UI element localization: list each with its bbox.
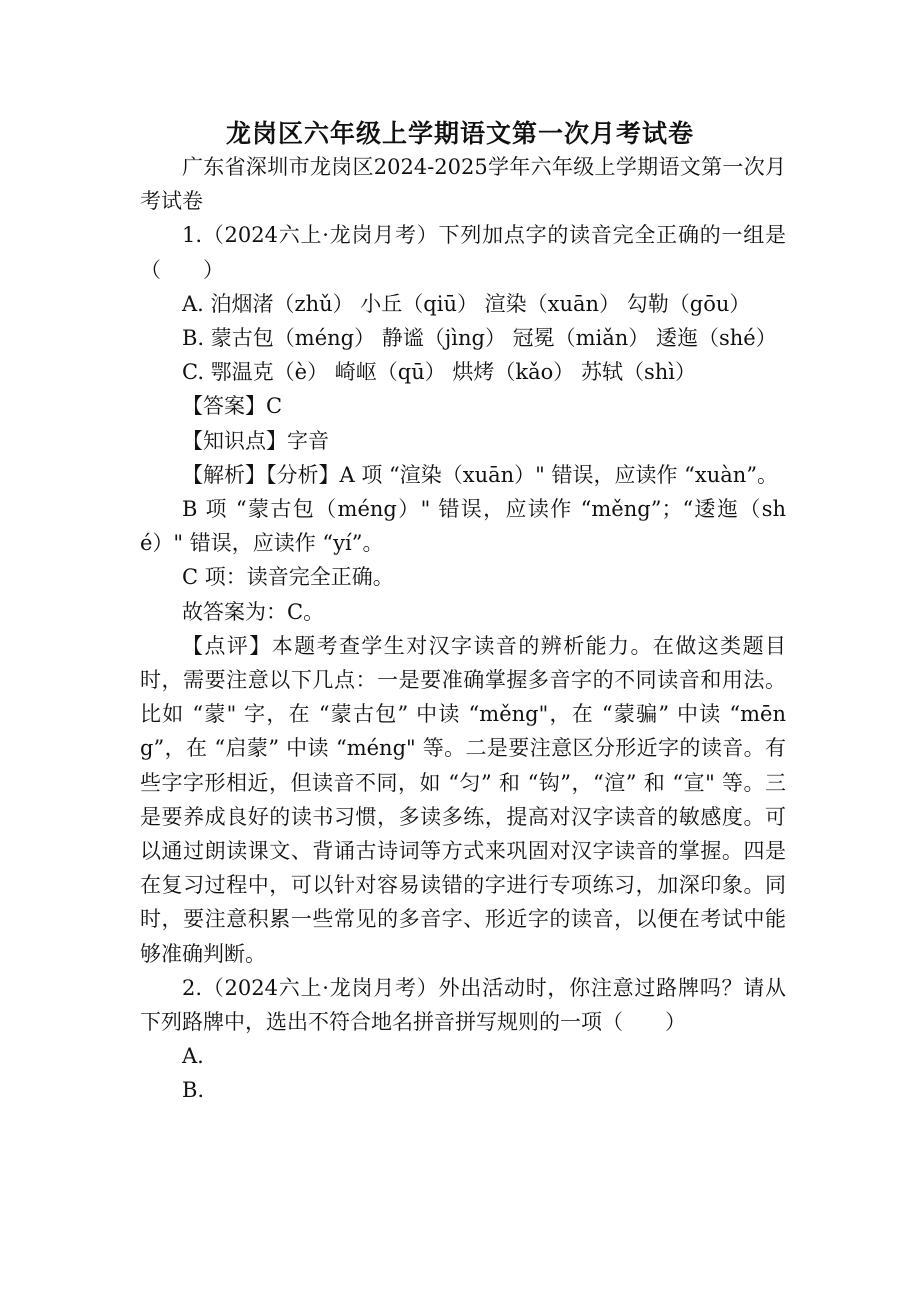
question-1-answer: 【答案】C — [182, 394, 283, 419]
question-1-conclusion: 故答案为：C。 — [182, 599, 325, 624]
question-1-option-a: A. 泊烟渚（zhǔ） 小丘（qiū） 渲染（xuān） 勾勒（gōu） — [182, 291, 751, 316]
question-2-option-a: A. — [182, 1044, 204, 1069]
question-1-comment: 【点评】本题考查学生对汉字读音的辨析能力。在做这类题目时，需要注意以下几点：一是要准确掌握多音字的不同读音和用法。比如 “蒙" 字，在 “蒙古包” 中读 “měng"，在 “蒙骗” 中读 “mēng”，在 “启蒙” 中读 “méng" 等。二是要注意区分形近字的读音。有些字字形相近，但读音不同，如 “匀” 和 “钩”，“渲” 和 “宣" 等。三是要养成良好的读书习惯，多读多练，提高对汉字读音的敏感度。可以通过朗读课文、背诵古诗词等方式来巩固对汉字读音的掌握。四是在复习过程中，可以针对容易读错的字进行专项练习，加深印象。同时，要注意积累一些常见的多音字、形近字的读音，以便在考试中能够准确判断。 — [140, 633, 786, 966]
question-1-stem: 1.（2024六上·龙岗月考）下列加点字的读音完全正确的一组是（ ） — [140, 223, 786, 282]
document-subtitle: 广东省深圳市龙岗区2024-2025学年六年级上学期语文第一次月考试卷 — [140, 155, 786, 214]
question-1-option-c: C. 鄂温克（è） 崎岖（qū） 烘烤（kǎo） 苏轼（shì） — [182, 360, 696, 385]
document-body — [140, 150, 786, 1108]
question-1-knowledge-point: 【知识点】字音 — [182, 428, 329, 453]
question-1-analysis-a: 【解析】【分析】A 项 “渲染（xuān）" 错误，应读作 “xuàn”。 — [182, 462, 779, 487]
document-title: 龙岗区六年级上学期语文第一次月考试卷 — [225, 119, 694, 148]
question-1-option-b: B. 蒙古包（méng） 静谧（jìng） 冠冕（miǎn） 逶迤（shé） — [182, 326, 777, 351]
question-2-stem: 2.（2024六上·龙岗月考）外出活动时，你注意过路牌吗？请从下列路牌中，选出不符合地名拼音拼写规则的一项（ ） — [140, 975, 786, 1035]
question-1-analysis-b: B 项 “蒙古包（méng）" 错误，应读作 “měng”；“逶迤（shé）" 错误，应读作 “yí”。 — [140, 497, 786, 556]
question-1-analysis-c: C 项：读音完全正确。 — [182, 565, 394, 590]
question-2-option-b: B. — [182, 1078, 205, 1103]
